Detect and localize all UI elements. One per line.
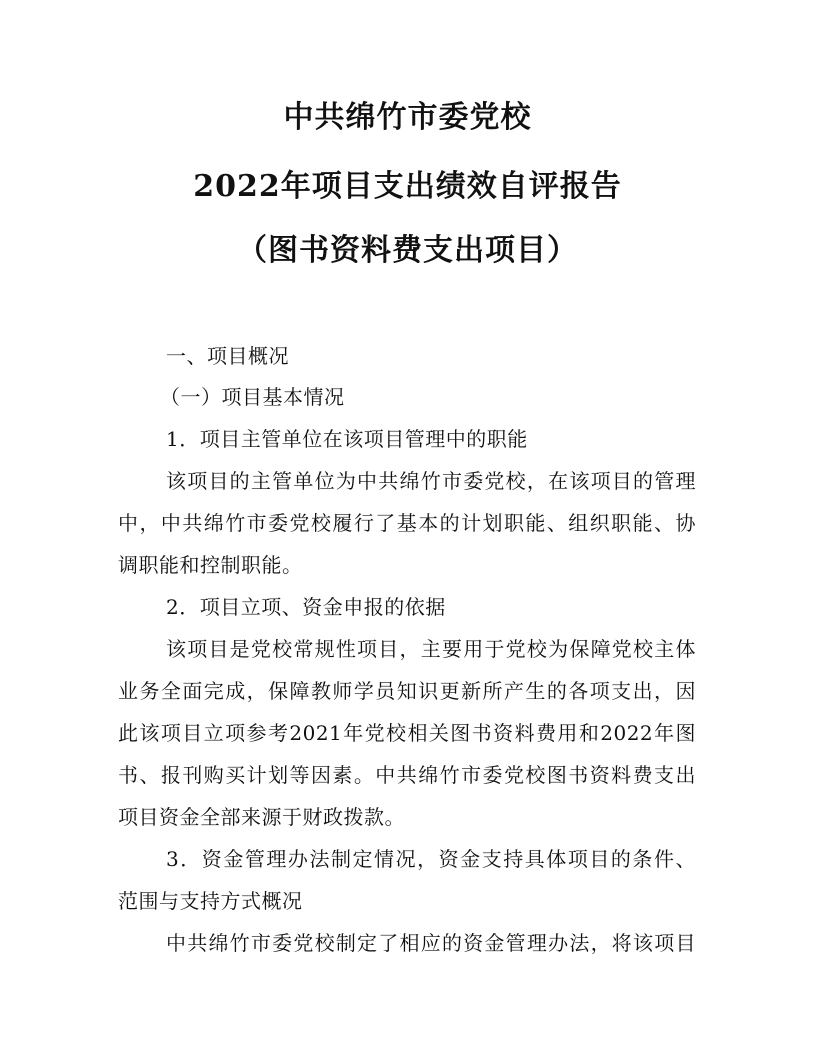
paragraph-line: 此该项目立项参考2021年党校相关图书资料费用和2022年图 bbox=[118, 721, 696, 745]
paragraph-line: 调职能和控制职能。 bbox=[118, 553, 303, 577]
item-heading-3-cont: 范围与支持方式概况 bbox=[118, 889, 303, 913]
item-heading-2: 2．项目立项、资金申报的依据 bbox=[166, 595, 446, 619]
subsection-heading-1: （一）项目基本情况 bbox=[160, 385, 345, 409]
paragraph-line: 书、报刊购买计划等因素。中共绵竹市委党校图书资料费支出 bbox=[118, 763, 696, 787]
doc-title-line3: （图书资料费支出项目） bbox=[237, 233, 578, 268]
doc-title-line2: 2022年项目支出绩效自评报告 bbox=[193, 169, 622, 204]
paragraph-line: 该项目是党校常规性项目，主要用于党校为保障党校主体 bbox=[166, 637, 696, 661]
doc-title-line1: 中共绵竹市委党校 bbox=[283, 100, 532, 135]
paragraph-line: 中，中共绵竹市委党校履行了基本的计划职能、组织职能、协 bbox=[118, 511, 696, 535]
paragraph-line: 业务全面完成，保障教师学员知识更新所产生的各项支出，因 bbox=[118, 679, 696, 703]
item-heading-3: 3．资金管理办法制定情况，资金支持具体项目的条件、 bbox=[166, 847, 696, 871]
section-heading-1: 一、项目概况 bbox=[166, 344, 289, 368]
paragraph-line: 项目资金全部来源于财政拨款。 bbox=[118, 805, 405, 829]
item-heading-1: 1．项目主管单位在该项目管理中的职能 bbox=[166, 427, 528, 451]
paragraph-line: 该项目的主管单位为中共绵竹市委党校，在该项目的管理 bbox=[166, 469, 696, 493]
paragraph-line: 中共绵竹市委党校制定了相应的资金管理办法，将该项目 bbox=[166, 931, 696, 955]
